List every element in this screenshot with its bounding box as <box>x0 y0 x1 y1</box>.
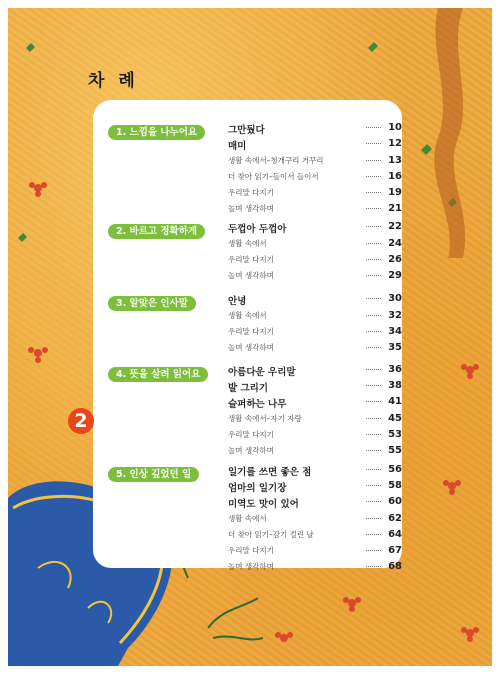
entry-page: 32 <box>388 310 402 321</box>
entry-title: 우리말 다지기 <box>228 546 274 555</box>
volume-suffix: –가 <box>95 412 119 431</box>
toc-entry[interactable] <box>93 380 402 396</box>
entry-title: 더 찾아 읽기–들이서 들이서 <box>228 172 319 181</box>
entry-title: 생활 속에서 <box>228 239 267 248</box>
entry-page: 24 <box>388 238 402 249</box>
entry-page: 38 <box>388 380 402 391</box>
volume-badge <box>68 406 120 438</box>
contents-card <box>93 100 402 572</box>
toc-entry[interactable] <box>93 138 402 154</box>
toc-entry[interactable] <box>93 293 402 309</box>
entry-page: 30 <box>388 293 402 304</box>
entry-page: 60 <box>388 496 402 507</box>
toc-entry[interactable] <box>93 238 402 254</box>
entry-page: 29 <box>388 270 402 281</box>
toc-entry[interactable] <box>93 396 402 412</box>
entry-page: 67 <box>388 545 402 556</box>
entry-title: 발 그리기 <box>228 383 269 394</box>
toc-entry[interactable] <box>93 326 402 342</box>
toc-entry[interactable] <box>93 496 402 512</box>
entry-page: 53 <box>388 429 402 440</box>
toc-entry[interactable] <box>93 171 402 187</box>
entry-title: 안녕 <box>228 296 247 307</box>
entry-title: 우리말 다지기 <box>228 430 274 439</box>
entry-title: 놀며 생각하며 <box>228 562 274 571</box>
toc-entry[interactable] <box>93 480 402 496</box>
entry-title: 놀며 생각하며 <box>228 271 274 280</box>
toc-entry[interactable] <box>93 155 402 171</box>
entry-page: 55 <box>388 445 402 456</box>
entry-title: 놀며 생각하며 <box>228 446 274 455</box>
unit-heading: 5. 인상 깊었던 일 <box>108 467 199 482</box>
toc-entry[interactable] <box>93 310 402 326</box>
entry-page: 13 <box>388 155 402 166</box>
toc-entry[interactable] <box>93 561 402 577</box>
toc-entry[interactable] <box>93 342 402 358</box>
book-page <box>8 8 492 666</box>
toc-entry[interactable] <box>93 464 402 480</box>
toc-entry[interactable] <box>93 187 402 203</box>
entry-title: 아름다운 우리말 <box>228 367 296 378</box>
toc-entry[interactable] <box>93 545 402 561</box>
entry-title: 엄마의 일기장 <box>228 483 287 494</box>
entry-page: 36 <box>388 364 402 375</box>
toc-entry[interactable] <box>93 513 402 529</box>
volume-number: 2 <box>68 408 94 434</box>
toc-entry[interactable] <box>93 254 402 270</box>
entry-page: 45 <box>388 413 402 424</box>
entry-page: 26 <box>388 254 402 265</box>
entry-title: 우리말 다지기 <box>228 255 274 264</box>
entry-title: 생활 속에서 <box>228 311 267 320</box>
entry-page: 12 <box>388 138 402 149</box>
unit-heading: 3. 알맞은 인사말 <box>108 296 196 311</box>
toc-entry[interactable] <box>93 364 402 380</box>
toc-entry[interactable] <box>93 203 402 219</box>
entry-title: 더 찾아 읽기–감기 걸린 날 <box>228 530 314 539</box>
entry-page: 58 <box>388 480 402 491</box>
entry-title: 생활 속에서–자기 자랑 <box>228 414 302 423</box>
toc-entry[interactable] <box>93 529 402 545</box>
entry-page: 35 <box>388 342 402 353</box>
entry-title: 우리말 다지기 <box>228 327 274 336</box>
entry-page: 21 <box>388 203 402 214</box>
entry-page: 10 <box>388 122 402 133</box>
entry-title: 그만뒀다 <box>228 125 265 136</box>
entry-title: 매미 <box>228 141 247 152</box>
entry-page: 16 <box>388 171 402 182</box>
entry-page: 41 <box>388 396 402 407</box>
tree-decoration <box>434 8 465 258</box>
entry-title: 놀며 생각하며 <box>228 204 274 213</box>
toc-entry[interactable] <box>93 221 402 237</box>
entry-title: 우리말 다지기 <box>228 188 274 197</box>
unit-heading: 2. 바르고 정확하게 <box>108 224 205 239</box>
entry-page: 19 <box>388 187 402 198</box>
unit-heading: 1. 느낌을 나누어요 <box>108 125 205 140</box>
entry-title: 놀며 생각하며 <box>228 343 274 352</box>
toc-entry[interactable] <box>93 270 402 286</box>
entry-page: 68 <box>388 561 402 572</box>
entry-title: 생활 속에서 <box>228 514 267 523</box>
entry-page: 34 <box>388 326 402 337</box>
entry-title: 생활 속에서–청개구리 거꾸리 <box>228 156 324 165</box>
toc-entry[interactable] <box>93 429 402 445</box>
toc-entry[interactable] <box>93 445 402 461</box>
entry-title: 미역도 맛이 있어 <box>228 499 299 510</box>
entry-title: 슬퍼하는 나무 <box>228 399 287 410</box>
toc-entry[interactable] <box>93 413 402 429</box>
entry-page: 22 <box>388 221 402 232</box>
page-title: 차 례 <box>88 71 139 91</box>
entry-page: 64 <box>388 529 402 540</box>
toc-entry[interactable] <box>93 122 402 138</box>
entry-page: 56 <box>388 464 402 475</box>
entry-title: 일기를 쓰면 좋은 점 <box>228 467 312 478</box>
entry-page: 62 <box>388 513 402 524</box>
unit-heading: 4. 뜻을 살려 읽어요 <box>108 367 208 382</box>
entry-title: 두껍아 두껍아 <box>228 224 287 235</box>
